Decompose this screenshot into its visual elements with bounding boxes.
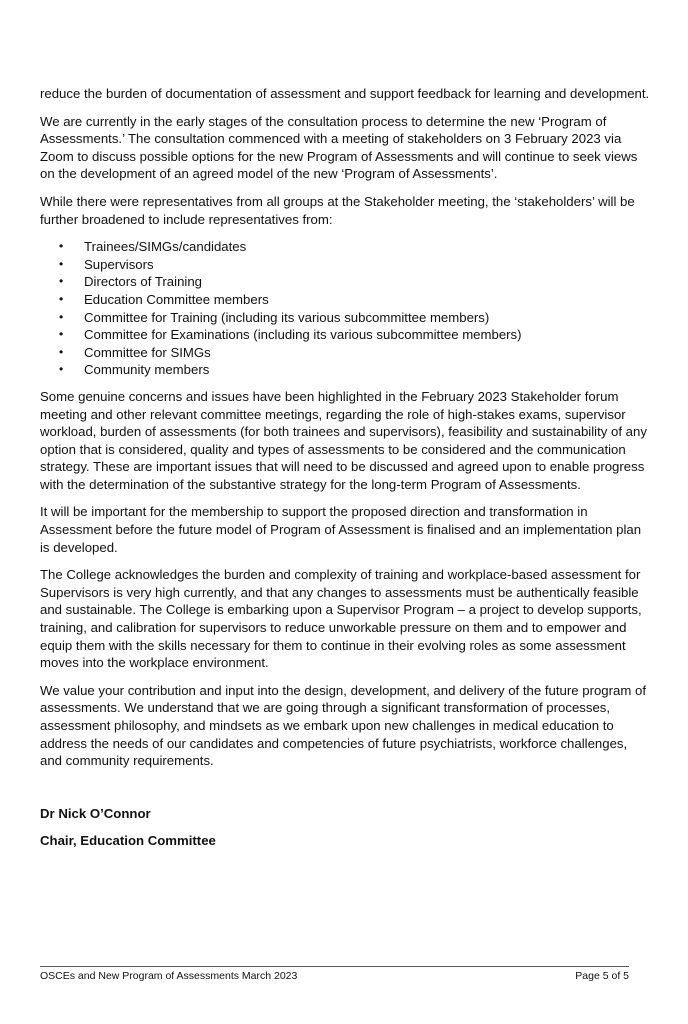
list-item-text: Supervisors	[84, 256, 154, 272]
list-item	[40, 326, 652, 344]
signatory-title: Chair, Education Committee	[40, 833, 216, 849]
bullet-icon: •	[59, 309, 64, 324]
paragraph-concerns: Some genuine concerns and issues have been highlighted in the February 2023 Stakeholder forum meeting and other relevant committee meetings, regarding the role of high-stakes exams, supervisor workload, burden of assessments (for both trainees and supervisors), feasibility and sustainability of any option that is considered, quality and types of assessments to be considered and the communication strategy. These are important issues that will need to be discussed and agreed upon to enable progress with the determination of the substantive strategy for the long-term Program of Assessments.	[40, 388, 647, 492]
list-item	[40, 309, 652, 327]
body-content	[40, 85, 652, 860]
bullet-icon: •	[59, 239, 64, 254]
footer-document-title: OSCEs and New Program of Assessments March 2023	[40, 970, 298, 982]
bullet-icon: •	[59, 344, 64, 359]
bullet-icon: •	[59, 327, 64, 342]
page-footer	[40, 970, 629, 982]
bullet-icon: •	[59, 274, 64, 289]
paragraph-closing: We value your contribution and input into the design, development, and delivery of the future program of assessments. We understand that we are going through a significant transformation of processes, assessment philosophy, and mindsets as we embark upon new challenges in medical education to address the needs of our candidates and competencies of future psychiatrists, workforce challenges, and community requirements.	[40, 682, 647, 769]
list-item	[40, 238, 652, 256]
bullet-icon: •	[59, 256, 64, 271]
paragraph-consultation: We are currently in the early stages of the consultation process to determine the new ‘Program of Assessments.’ The consultation commenced with a meeting of stakeholders on 3 February 2023 via Zoom to discuss possible options for the new Program of Assessments and will continue to seek views on the development of an agreed model of the new ‘Program of Assessments’.	[40, 113, 638, 182]
footer-page-number: Page 5 of 5	[575, 970, 629, 982]
list-item-text: Trainees/SIMGs/candidates	[84, 239, 247, 255]
footer-divider	[40, 966, 629, 967]
list-item	[40, 361, 652, 379]
paragraph-continued: reduce the burden of documentation of assessment and support feedback for learning and development.	[40, 86, 650, 101]
signature-block	[40, 805, 652, 850]
list-item	[40, 256, 652, 274]
bullet-icon: •	[59, 291, 64, 306]
list-item-text: Education Committee members	[84, 291, 269, 307]
list-item-text: Committee for Examinations (including its various subcommittee members)	[84, 327, 522, 343]
paragraph-supervisors: The College acknowledges the burden and complexity of training and workplace-based assessment for Supervisors is very high currently, and that any changes to assessments must be authentically feasible and sustainable. The College is embarking upon a Supervisor Program – a project to develop supports, training, and calibration for supervisors to reduce unworkable pressure on them and to empower and equip them with the skills necessary for them to continue in their evolving roles as some assessment moves into the workplace environment.	[40, 567, 642, 671]
list-item	[40, 273, 652, 291]
list-item-text: Committee for SIMGs	[84, 344, 211, 360]
list-item-text: Committee for Training (including its various subcommittee members)	[84, 309, 490, 325]
stakeholder-list	[40, 238, 652, 379]
list-item	[40, 291, 652, 309]
paragraph-stakeholders: While there were representatives from all groups at the Stakeholder meeting, the ‘stakeholders’ will be further broadened to include representatives from:	[40, 193, 635, 227]
list-item-text: Community members	[84, 362, 210, 378]
signatory-name: Dr Nick O’Connor	[40, 805, 151, 821]
bullet-icon: •	[59, 362, 64, 377]
list-item-text: Directors of Training	[84, 274, 202, 290]
list-item	[40, 344, 652, 362]
paragraph-membership: It will be important for the membership to support the proposed direction and transformation in Assessment before the future model of Program of Assessment is finalised and an implementation plan is developed.	[40, 504, 642, 555]
